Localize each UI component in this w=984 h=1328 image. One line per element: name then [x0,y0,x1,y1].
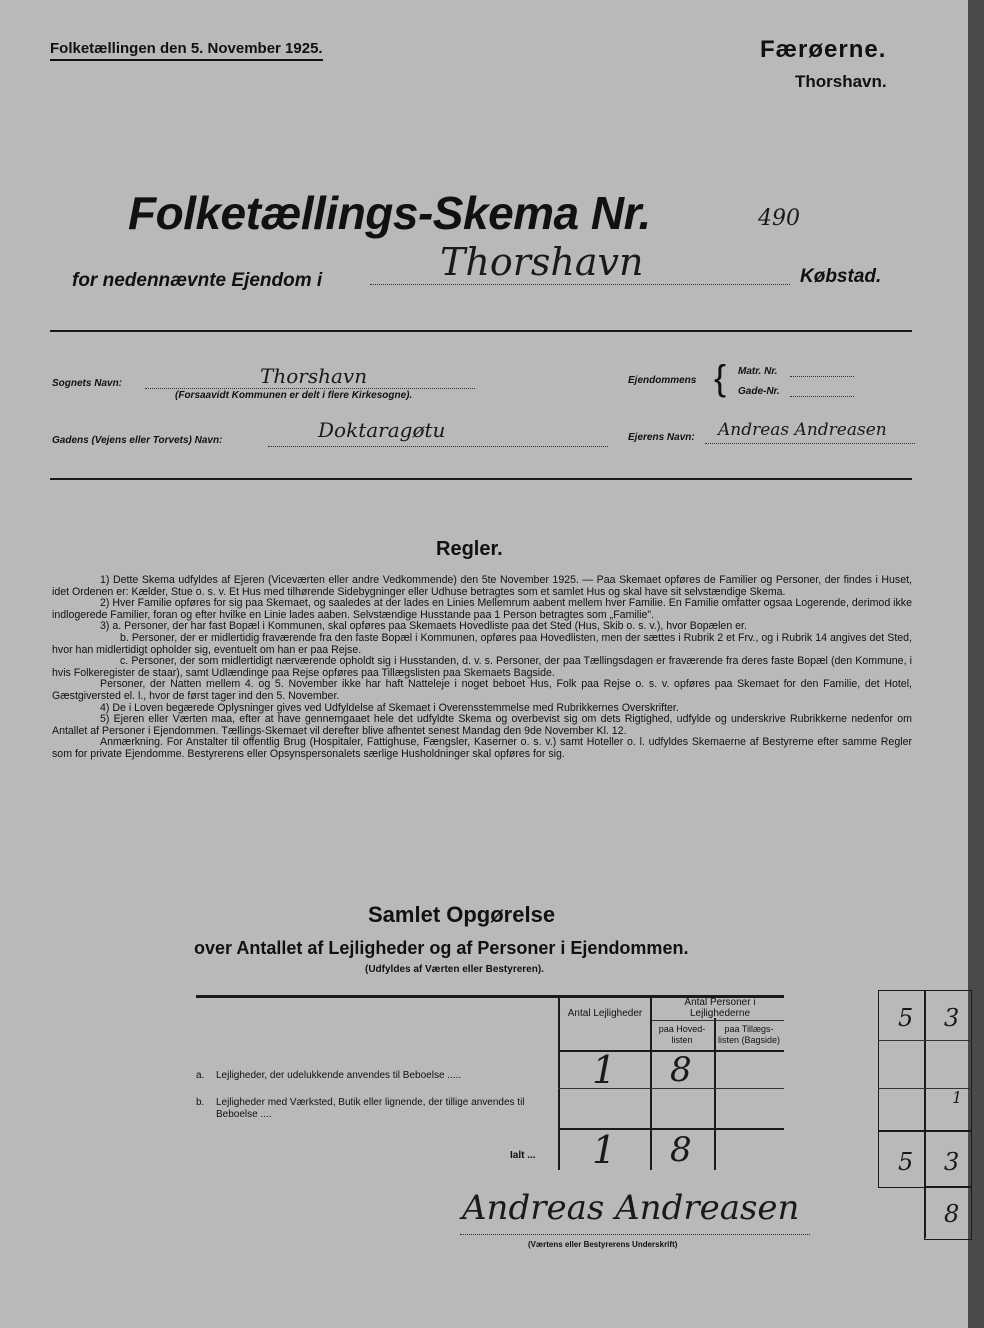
row-a-letter: a. [196,1070,205,1081]
rule-3a: 3) a. Personer, der har fast Bopæl i Kommunen, skal opføres paa Skemaets Hovedliste paa det Sted (Hus, Skib o. s. v.), hvor Bopælen er. [100,620,747,633]
rule-2: 2) Hver Familie opføres for sig paa Skemaet, og saaledes at der lades en Linies Mellemrum aabent mellem hver Familie. En Familie omfatter ogsaa Logerende, derimod ikke indlogerede Familier, foran og efter hvilke en Linie lades aaben. Selvstændige Husstande paa 1 Person betragtes som „Familie". [52,597,912,621]
regler-heading: Regler. [436,538,503,560]
signature-caption: (Værtens eller Bestyrerens Underskrift) [528,1240,678,1249]
tally-rule-1 [878,1040,972,1041]
sogn-line [145,388,475,389]
divider-top [50,330,912,332]
col-hoved-header: paa Hoved-listen [658,1024,706,1045]
rule-anmaerkning: Anmærkning. For Anstalter til offentlig Brug (Hospitaler, Fattighuse, Fængsler, Kaserner o. s. v.) samt Hoteller o. l. udfyldes Skemaerne af Bestyrerne efter samme Regler som for private Ejendomme. Bestyrerens eller Opsynspersonalets særlige Husholdninger skal opføres for sig. [52,736,912,760]
town-handwritten: Thorshavn [440,240,644,284]
rule-4: 4) De i Loven begærede Oplysninger gives ved Udfyldelse af Skemaet i Overensstemmelse med Rubrikkernes Overskrifter. [100,701,679,714]
form-number: 490 [758,206,800,231]
brace-icon: { [714,357,727,398]
row-b-letter: b. [196,1097,205,1108]
sogn-note: (Forsaavidt Kommunen er delt i flere Kirkesogne). [175,390,413,401]
tally-r1c2: 3 [944,1004,960,1032]
samlet-note: (Udfyldes af Værten eller Bestyreren). [365,964,544,975]
subtitle-suffix: Købstad. [800,266,882,287]
ejer-value: Andreas Andreasen [718,420,887,440]
gade-line [268,446,608,447]
ejer-line [705,443,915,444]
tally-r5c2: 8 [944,1200,960,1228]
form-title: Folketællings-Skema Nr. [128,187,651,239]
tally-r4c1: 5 [898,1148,914,1176]
row-a-label: Lejligheder, der udelukkende anvendes til Beboelse ..... [216,1070,462,1081]
signature-line [460,1234,810,1235]
signature: Andreas Andreasen [462,1188,800,1228]
gade-value: Doktaragøtu [318,418,446,442]
census-date: Folketællingen den 5. November 1925. [50,40,323,61]
ialt-label: Ialt ... [510,1150,536,1161]
table-col-line-1 [558,995,560,1170]
regler-text [52,575,912,761]
row-a-hoved: 8 [670,1050,692,1090]
col-tillaeg-header: paa Tillægs-listen (Bagside) [717,1024,781,1045]
samlet-subheading: over Antallet af Lejligheder og af Personer i Ejendommen. [194,938,689,958]
town-name: Thorshavn. [795,72,887,91]
gade-nr-label: Gade-Nr. [738,386,780,397]
tally-r4c2: 3 [944,1148,960,1176]
row-b-label: Lejligheder med Værksted, Butik eller lignende, der tillige anvendes til Beboelse .... [216,1097,525,1120]
row-a-antal: 1 [592,1048,617,1092]
rule-3c: c. Personer, der som midlertidigt nærværende opholdt sig i Husstanden, d. v. s. Personer, der paa Tællingsdagen er fraværende fra deres faste Bopæl (den Kommune, i hvis Folkeregister de staar), samt Udlændinge paa Rejse opføres paa Tillægslisten paa Skemaets Bagside. [52,655,912,679]
rule-1: 1) Dette Skema udfyldes af Ejeren (Viceværten eller andre Vedkommende) den 5te November 1925. — Paa Skemaet opføres de Familier og Personer, der findes i Huset, idet Ordenen er: Kælder, Stue o. s. v. Et Hus med tilhørende Sidebygninger eller Udhuse betragtes som et samlet Hus og skal have sit selvstændige Skema. [52,574,912,598]
sogn-label: Sognets Navn: [52,378,123,389]
col-personer-header: Antal Personer i Lejlighederne [684,997,756,1019]
rule-5: 5) Ejeren eller Værten maa, efter at have gennemgaaet hele det udfyldte Skema og overbevist sig om dets Rigtighed, udfylde og underskrive Rubrikkerne nedenfor om Antallet af Personer i Ejendommen. Tællings-Skemaet vil derefter blive afhentet senest Mandag den 9de November Kl. 12. [52,713,912,737]
ialt-hoved: 8 [670,1130,692,1170]
tally-r3c2: 1 [952,1088,963,1107]
ejer-label: Ejerens Navn: [628,432,695,443]
town-line [370,284,790,285]
subtitle-prefix: for nedennævnte Ejendom i [72,270,323,291]
ialt-antal: 1 [592,1128,617,1172]
ejendom-label: Ejendommens [628,375,697,386]
region-name: Færøerne. [760,36,887,63]
rule-3b: b. Personer, der er midlertidig fraværende fra den faste Bopæl i Kommunen, opføres paa Hovedlisten, men der sættes i Rubrik 2 et Frv., og i Rubrik 14 angives det Sted, hvor han midlertidigt opholder sig, eventuelt om han er paa Rejse. [52,631,912,656]
table-col-line-2 [650,995,652,1170]
samlet-heading: Samlet Opgørelse [368,902,556,927]
rule-3-note: Personer, der Natten mellem 4. og 5. November ikke har haft Natteleje i noget beboet Hus, Folk paa Rejse o. s. v. opføres paa Skemaet for den Familie, det Hotel, Gæstgiversted el. l., hvor de først tager ind den 5. November. [52,678,912,702]
table-subheader-rule [652,1020,784,1021]
divider-mid [50,478,912,480]
tally-rule-3 [878,1130,972,1132]
matr-line [790,376,854,377]
tally-r1c1: 5 [898,1004,914,1032]
gade-label: Gadens (Vejens eller Torvets) Navn: [52,435,223,446]
sogn-value: Thorshavn [260,364,368,388]
gade-nr-line [790,396,854,397]
col-antal-header: Antal Lejligheder [567,1008,643,1019]
matr-label: Matr. Nr. [738,366,778,377]
